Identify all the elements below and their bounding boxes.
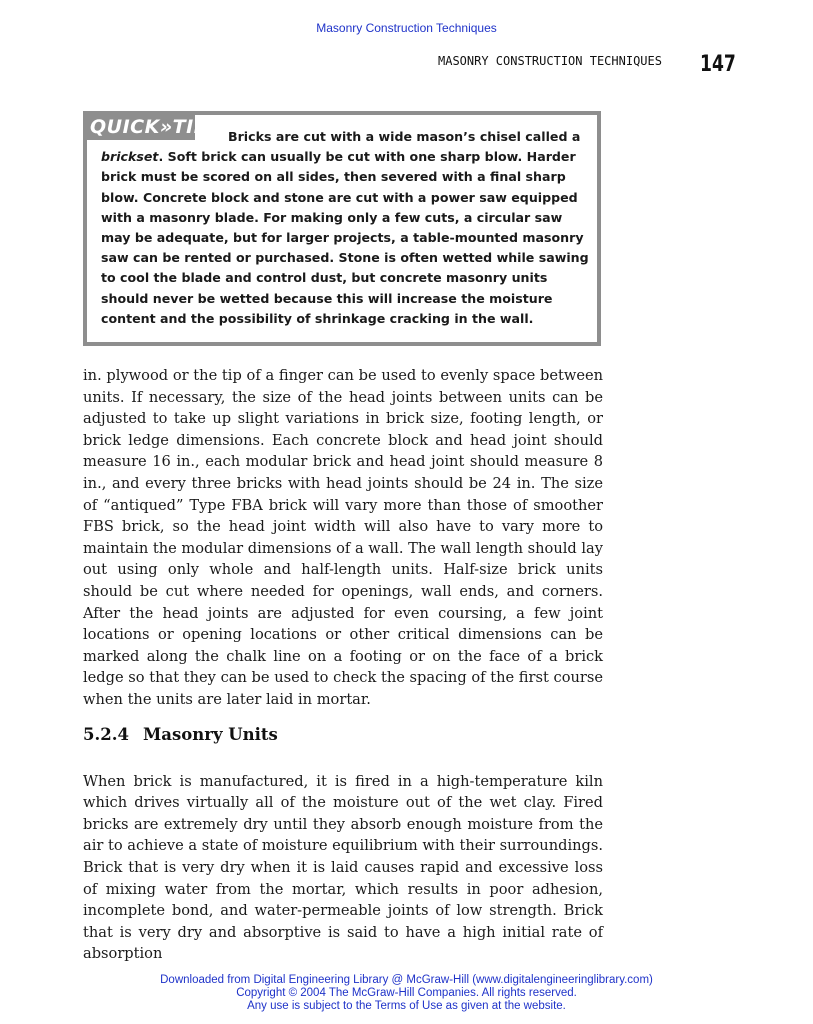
quick-tip-term: brickset: [101, 149, 159, 165]
top-header-link[interactable]: Masonry Construction Techniques: [316, 21, 497, 35]
quick-tip-body: . Soft brick can usually be cut with one sharp blow. Harder brick must be scored on all sides, then severed with a final sharp blow. Concrete block and stone are cut with a power saw equipped with a masonry blade. For making only a few cuts, a circular saw may be adequate, but for larger projects, a table-mounted masonry saw can be rented or purchased. Stone is often wetted while sawing to cool the blade and control dust, but concrete masonry units should never be wetted because this will increase the moisture content and the possibility of shrinkage cracking in the wall.: [101, 149, 589, 326]
section-number: 5.2.4: [83, 725, 129, 744]
body-paragraph-2: When brick is manufactured, it is fired in a high-temperature kiln which drives virtually all of the moisture out of the wet clay. Fired bricks are extremely dry until they absorb enough moisture from the air to achieve a state of moisture equilibrium with their surroundings. Brick that is very dry when it is laid causes rapid and excessive loss of mixing water from the mortar, which results in poor adhesion, incomplete bond, and water-permeable joints of low strength. Brick that is very dry and absorptive is said to have a high initial rate of absorption: [83, 772, 603, 963]
quick-tip-lead: Bricks are cut with a wide mason’s chisel called a: [228, 129, 581, 144]
body-paragraph-1: in. plywood or the tip of a finger can be used to evenly space between units. If necessary, the size of the head joints between units can be adjusted to take up slight variations in brick size, footing length, or brick ledge dimensions. Each concrete block and head joint should measure 16 in., each modular brick and head joint should measure 8 in., and every three bricks with head joints should be 24 in. The size of “antiqued” Type FBA brick will vary more than those of smoother FBS brick, so the head joint width will also have to vary more to maintain the modular dimensions of a wall. The wall length should lay out using only whole and half-length units. Half-size brick units should be cut where needed for openings, wall ends, and corners. After the head joints are adjusted for even coursing, a few joint locations or opening locations or other critical dimensions can be marked along the chalk line on a footing or on the face of a brick ledge so that they can be used to check the spacing of the first course when the units are later laid in mortar.: [83, 367, 603, 708]
quick-tip-text: [101, 127, 593, 329]
section-heading: [83, 725, 278, 744]
body-paragraph-1-container: [83, 365, 603, 711]
page-number: 147: [700, 52, 736, 77]
section-title: Masonry Units: [143, 725, 278, 744]
body-paragraph-2-container: [83, 756, 603, 980]
running-head: MASONRY CONSTRUCTION TECHNIQUES: [438, 54, 662, 68]
footer: [0, 974, 813, 1013]
quick-tip-box: [83, 111, 601, 346]
footer-copyright: Copyright © 2004 The McGraw-Hill Companies. All rights reserved.: [236, 987, 577, 999]
footer-download-link[interactable]: Downloaded from Digital Engineering Library @ McGraw-Hill (www.digitalengineeringlibrary.com): [160, 974, 653, 986]
footer-terms[interactable]: Any use is subject to the Terms of Use as given at the website.: [247, 1000, 566, 1012]
quick-tip-badge: QUICK»TIP: [86, 114, 195, 140]
